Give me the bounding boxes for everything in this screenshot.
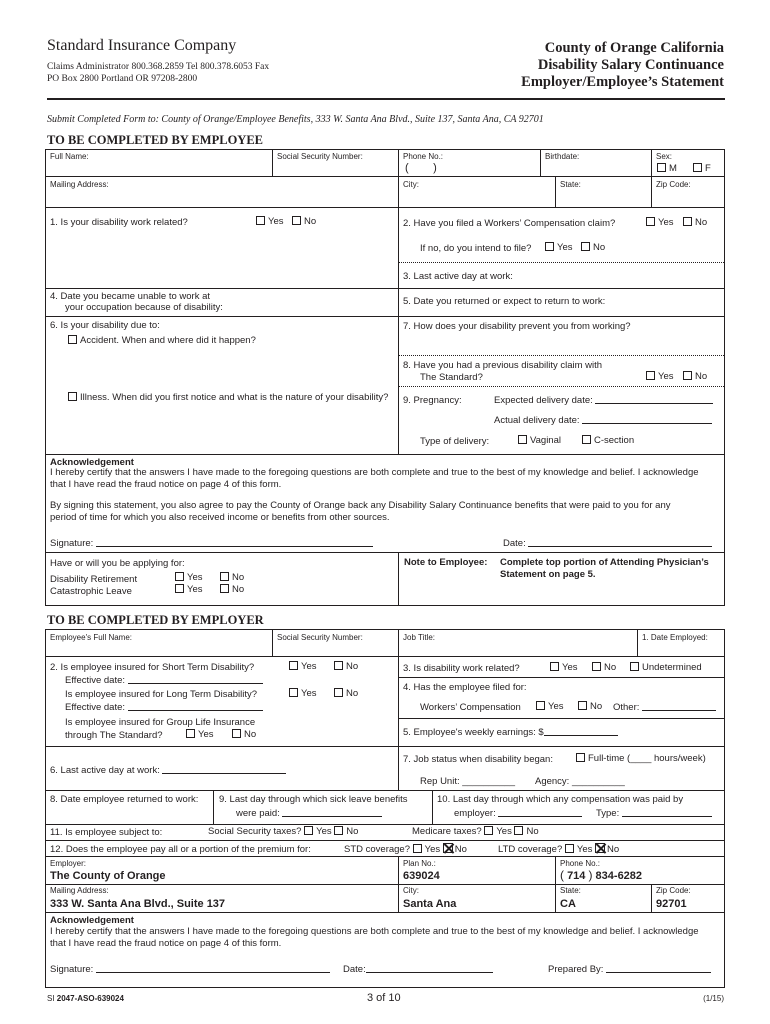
mailing-address-label: Mailing Address: bbox=[50, 180, 109, 189]
q1-work-related: 1. Is your disability work related? bbox=[50, 217, 188, 228]
q4-unable-work-date: 4. Date you became unable to work at bbox=[50, 291, 211, 302]
employer-signature[interactable]: Signature: bbox=[50, 964, 330, 975]
claims-line: Claims Administrator 800.368.2859 Tel 800.378.6053 Fax bbox=[47, 62, 270, 72]
sick-leave-q: 9. Last day through which sick leave benefits bbox=[219, 794, 408, 805]
dis-retirement-yes[interactable]: Yes bbox=[175, 572, 203, 583]
employer-mailing-label: Mailing Address: bbox=[50, 886, 109, 895]
q9-actual-date[interactable]: Actual delivery date: bbox=[494, 415, 712, 426]
employer-section-title: TO BE COMPLETED BY EMPLOYER bbox=[47, 613, 264, 627]
short-term-disability-q: 2. Is employee insured for Short Term Disability? bbox=[50, 662, 255, 673]
disability-retirement-label: Disability Retirement bbox=[50, 574, 138, 585]
sex-male[interactable]: M bbox=[657, 163, 677, 174]
q8-previous-claim-cont: The Standard? bbox=[420, 372, 483, 383]
rep-unit: Rep Unit: __________ bbox=[420, 776, 516, 787]
q6-disability-due: 6. Is your disability due to: bbox=[50, 320, 160, 331]
employee-date[interactable]: Date: bbox=[503, 538, 712, 549]
medicare-taxes: Medicare taxes? Yes No bbox=[412, 826, 539, 837]
employee-section-title: TO BE COMPLETED BY EMPLOYEE bbox=[47, 133, 264, 147]
std-coverage-no-checked[interactable] bbox=[443, 843, 453, 853]
birthdate-label: Birthdate: bbox=[545, 152, 580, 161]
q9-pregnancy: 9. Pregnancy: bbox=[403, 395, 462, 406]
employee-signature[interactable]: Signature: bbox=[50, 538, 373, 549]
page-number: 3 of 10 bbox=[367, 992, 401, 1004]
employer-label: Employer: bbox=[50, 859, 87, 868]
employee-ack-text-4: period of time for which you also received income or benefits from other sources. bbox=[50, 512, 390, 523]
compensation-q: 10. Last day through which any compensation was paid by bbox=[437, 794, 684, 805]
form-title-3: Employer/Employee’s Statement bbox=[521, 74, 724, 90]
ss-taxes-no[interactable] bbox=[334, 826, 343, 835]
q8-yes[interactable]: Yes bbox=[646, 371, 674, 382]
job-status-q: 7. Job status when disability began: bbox=[403, 754, 553, 765]
zip-label: Zip Code: bbox=[656, 180, 691, 189]
submit-instructions: Submit Completed Form to: County of Orange/Employee Benefits, 333 W. Santa Ana Blvd., Suite 137, Santa Ana, CA 92701 bbox=[47, 114, 544, 125]
employer-ack-text-2: that I have read the fraud notice on page 4 of this form. bbox=[50, 938, 282, 949]
emp-q3-yes[interactable]: Yes bbox=[550, 662, 578, 673]
job-title-label: Job Title: bbox=[403, 633, 436, 642]
ssn-label: Social Security Number: bbox=[277, 152, 363, 161]
checkbox[interactable] bbox=[657, 163, 666, 172]
workers-comp-label: Workers’ Compensation bbox=[420, 702, 521, 713]
employee-ack-text-3: By signing this statement, you also agree to pay the County of Orange back any Disability Salary Continuance benefits that were paid to you for any bbox=[50, 500, 671, 511]
wc-yes[interactable]: Yes bbox=[536, 701, 564, 712]
ltd-no[interactable]: No bbox=[334, 688, 358, 699]
checkbox[interactable] bbox=[693, 163, 702, 172]
ss-taxes-yes[interactable] bbox=[304, 826, 313, 835]
q2b-yes[interactable]: Yes bbox=[545, 242, 573, 253]
prepared-by[interactable]: Prepared By: bbox=[548, 964, 711, 975]
ltd-yes[interactable]: Yes bbox=[289, 688, 317, 699]
q1-no[interactable]: No bbox=[292, 216, 316, 227]
employee-ack-text-2: that I have read the fraud notice on page 4 of this form. bbox=[50, 479, 282, 490]
employer-state-value[interactable]: CA bbox=[560, 898, 576, 910]
employer-work-related-q: 3. Is disability work related? bbox=[403, 663, 520, 674]
q2b-no[interactable]: No bbox=[581, 242, 605, 253]
employer-ssn-label: Social Security Number: bbox=[277, 633, 363, 642]
phone-area-parens: ( ) bbox=[405, 162, 437, 174]
header-rule bbox=[47, 98, 725, 100]
std-coverage: STD coverage? Yes No bbox=[344, 844, 467, 855]
q9-vaginal[interactable]: Vaginal bbox=[518, 435, 561, 446]
employer-zip-label: Zip Code: bbox=[656, 886, 691, 895]
employer-state-label: State: bbox=[560, 886, 581, 895]
employer-zip-value[interactable]: 92701 bbox=[656, 898, 687, 910]
sex-label: Sex: bbox=[656, 152, 673, 161]
full-name-label: Full Name: bbox=[50, 152, 89, 161]
employer-value[interactable]: The County of Orange bbox=[50, 870, 166, 882]
employer-phone-value[interactable]: ( 714 ) 834-6282 bbox=[560, 868, 643, 882]
employer-last-active-day[interactable]: 6. Last active day at work: bbox=[50, 765, 286, 776]
life-yes[interactable]: Yes bbox=[186, 729, 214, 740]
medicare-no[interactable] bbox=[514, 826, 523, 835]
q5-return-date: 5. Date you returned or expect to return to work: bbox=[403, 296, 606, 307]
cat-leave-no[interactable]: No bbox=[220, 584, 244, 595]
address-line: PO Box 2800 Portland OR 97208-2800 bbox=[47, 74, 198, 84]
ltd-effective-date[interactable]: Effective date: bbox=[65, 702, 263, 713]
q4-unable-work-date-cont: your occupation because of disability: bbox=[65, 302, 223, 313]
form-id: SI 2047-ASO-639024 bbox=[47, 994, 124, 1003]
long-term-disability-q: Is employee insured for Long Term Disability? bbox=[65, 689, 258, 700]
employer-date[interactable]: Date: bbox=[343, 964, 493, 975]
employer-city-value[interactable]: Santa Ana bbox=[403, 898, 457, 910]
q9-csection[interactable]: C-section bbox=[582, 435, 634, 446]
std-yes[interactable]: Yes bbox=[289, 661, 317, 672]
medicare-yes[interactable] bbox=[484, 826, 493, 835]
employer-mailing-value[interactable]: 333 W. Santa Ana Blvd., Suite 137 bbox=[50, 898, 226, 910]
emp-q3-undetermined[interactable]: Undetermined bbox=[630, 662, 702, 673]
cat-leave-yes[interactable]: Yes bbox=[175, 584, 203, 595]
revision: (1/15) bbox=[703, 994, 724, 1003]
q2-no[interactable]: No bbox=[683, 217, 707, 228]
date-employed-label: 1. Date Employed: bbox=[642, 633, 708, 642]
q7-prevent-working: 7. How does your disability prevent you from working? bbox=[403, 321, 631, 332]
compensation-type[interactable]: Type: bbox=[596, 808, 712, 819]
q8-no[interactable]: No bbox=[683, 371, 707, 382]
weekly-earnings[interactable]: 5. Employee's weekly earnings: $ bbox=[403, 727, 618, 738]
q8-previous-claim: 8. Have you had a previous disability claim with bbox=[403, 360, 603, 371]
employee-ack-title: Acknowledgement bbox=[50, 457, 134, 468]
fulltime-option[interactable]: Full-time (____ hours/week) bbox=[576, 753, 706, 764]
ltd-coverage-no-checked[interactable] bbox=[595, 843, 605, 853]
plan-label: Plan No.: bbox=[403, 859, 436, 868]
note-to-employee-text-2: Statement on page 5. bbox=[500, 569, 596, 580]
other-filed[interactable]: Other: bbox=[613, 702, 716, 713]
plan-value[interactable]: 639024 bbox=[403, 870, 440, 882]
date-returned-to-work-q: 8. Date employee returned to work: bbox=[50, 794, 199, 805]
ltd-coverage-yes[interactable] bbox=[565, 844, 574, 853]
q9-expected-date[interactable]: Expected delivery date: bbox=[494, 395, 713, 406]
sick-leave-paid[interactable]: were paid: bbox=[236, 808, 382, 819]
phone-label: Phone No.: bbox=[403, 152, 444, 161]
note-to-employee-text-1: Complete top portion of Attending Physician’s bbox=[500, 557, 709, 568]
q3-last-active-day: 3. Last active day at work: bbox=[403, 271, 513, 282]
emp-q3-no[interactable]: No bbox=[592, 662, 616, 673]
employer-ack-text-1: I hereby certify that the answers I have made to the foregoing questions are both complete and true to the best of my knowledge and belief. I acknowledge bbox=[50, 926, 699, 937]
agency: Agency: __________ bbox=[535, 776, 625, 787]
employee-filed-for-q: 4. Has the employee filed for: bbox=[403, 682, 527, 693]
q9-delivery-type: Type of delivery: bbox=[420, 436, 490, 447]
q1-yes[interactable]: Yes bbox=[256, 216, 284, 227]
q2-yes[interactable]: Yes bbox=[646, 217, 674, 228]
group-life-q: Is employee insured for Group Life Insurance bbox=[65, 717, 256, 728]
ltd-coverage: LTD coverage? Yes No bbox=[498, 844, 620, 855]
premium-q: 12. Does the employee pay all or a portion of the premium for: bbox=[50, 844, 311, 855]
form-title-2: Disability Salary Continuance bbox=[537, 57, 724, 73]
std-coverage-yes[interactable] bbox=[413, 844, 422, 853]
dis-retirement-no[interactable]: No bbox=[220, 572, 244, 583]
compensation-employer[interactable]: employer: bbox=[454, 808, 582, 819]
applying-for-label: Have or will you be applying for: bbox=[50, 558, 185, 569]
std-no[interactable]: No bbox=[334, 661, 358, 672]
q6-illness[interactable]: Illness. When did you first notice and what is the nature of your disability? bbox=[68, 392, 388, 403]
group-life-q-cont: through The Standard? bbox=[65, 730, 163, 741]
employer-ack-title: Acknowledgement bbox=[50, 915, 134, 926]
employer-city-label: City: bbox=[403, 886, 419, 895]
q2b-intend-file: If no, do you intend to file? bbox=[420, 243, 532, 254]
state-label: State: bbox=[560, 180, 581, 189]
wc-no[interactable]: No bbox=[578, 701, 602, 712]
employer-employee-name-label: Employee's Full Name: bbox=[50, 633, 132, 642]
employer-phone-label: Phone No.: bbox=[560, 859, 601, 868]
subject-to-q: 11. Is employee subject to: bbox=[50, 827, 163, 838]
ss-taxes: Social Security taxes? Yes No bbox=[208, 826, 359, 837]
sex-female[interactable]: F bbox=[693, 163, 711, 174]
city-label: City: bbox=[403, 180, 419, 189]
note-to-employee-label: Note to Employee: bbox=[404, 557, 488, 568]
std-effective-date[interactable]: Effective date: bbox=[65, 675, 263, 686]
catastrophic-leave-label: Catastrophic Leave bbox=[50, 586, 132, 597]
q6-accident[interactable]: Accident. When and where did it happen? bbox=[68, 335, 256, 346]
company-name: Standard Insurance Company bbox=[47, 37, 237, 54]
life-no[interactable]: No bbox=[232, 729, 256, 740]
q2-workers-comp: 2. Have you filed a Workers’ Compensation claim? bbox=[403, 218, 616, 229]
form-title-1: County of Orange California bbox=[544, 40, 724, 56]
employee-ack-text-1: I hereby certify that the answers I have made to the foregoing questions are both complete and true to the best of my knowledge and belief. I acknowledge bbox=[50, 467, 699, 478]
